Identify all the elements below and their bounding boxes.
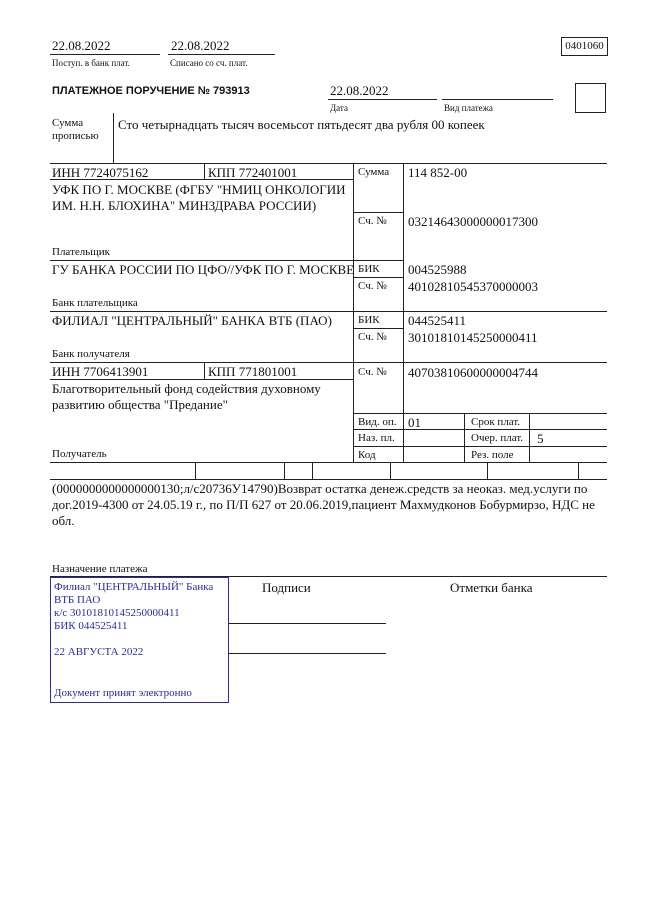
order-title: ПЛАТЕЖНОЕ ПОРУЧЕНИЕ № 793913	[52, 85, 250, 97]
payer-bank-bik-label: БИК	[358, 263, 380, 275]
payer-kpp: КПП 772401001	[208, 165, 298, 180]
received-label: Поступ. в банк плат.	[52, 58, 130, 68]
payment-type-label: Вид платежа	[444, 103, 493, 113]
stamp-date: 22 АВГУСТА 2022	[54, 646, 144, 658]
bank-marks-label: Отметки банка	[450, 580, 533, 595]
payee-bank-name: ФИЛИАЛ "ЦЕНТРАЛЬНЫЙ" БАНКА ВТБ (ПАО)	[52, 313, 332, 328]
stamp-line3: к/с 30101810145250000411	[54, 607, 180, 619]
received-date: 22.08.2022	[52, 38, 111, 53]
sum-words-divider	[113, 113, 114, 163]
sum-words-label-line2: прописью	[52, 130, 99, 142]
sum-label: Сумма	[358, 166, 390, 178]
rez-label: Рез. поле	[471, 449, 514, 461]
grid-line	[50, 479, 607, 480]
grid-line	[464, 413, 465, 462]
sum-words-label	[52, 117, 99, 143]
payer-bank-label: Банк плательщика	[52, 297, 138, 309]
grid-line	[353, 212, 403, 213]
written-off-date: 22.08.2022	[171, 38, 230, 53]
naz-label: Наз. пл.	[358, 432, 395, 444]
payee-bank-bik: 044525411	[408, 313, 467, 328]
bank-stamp	[50, 577, 229, 703]
payer-account-label: Сч. №	[358, 215, 387, 227]
stamp-line2: ВТБ ПАО	[54, 594, 101, 606]
payee-name-line2: развитию общества "Предание"	[52, 397, 228, 412]
payee-label: Получатель	[52, 448, 107, 460]
grid-line	[50, 260, 353, 261]
grid-line	[487, 462, 488, 479]
grid-line	[204, 163, 205, 179]
payer-name-line1: УФК ПО Г. МОСКВЕ (ФГБУ "НМИЦ ОНКОЛОГИИ	[52, 182, 346, 197]
grid-line	[312, 462, 313, 479]
payee-inn: ИНН 7706413901	[52, 364, 149, 379]
order-date-line	[328, 99, 437, 100]
payment-type-line	[442, 99, 553, 100]
grid-line	[50, 163, 607, 164]
grid-line	[353, 328, 403, 329]
sum-words-text: Сто четырнадцать тысяч восемьсот пятьдесят два рубля 00 копеек	[118, 117, 485, 132]
payer-status-box	[575, 83, 606, 113]
grid-line	[195, 462, 196, 479]
grid-line	[204, 362, 205, 379]
grid-line	[403, 163, 404, 462]
payer-inn: ИНН 7724075162	[52, 165, 149, 180]
ocher-label: Очер. плат.	[471, 432, 524, 444]
srok-label: Срок плат.	[471, 416, 521, 428]
payee-bank-account-label: Сч. №	[358, 331, 387, 343]
payee-bank-bik-label: БИК	[358, 314, 380, 326]
payer-bank-account: 40102810545370000003	[408, 279, 538, 294]
grid-line	[353, 429, 607, 430]
grid-line	[50, 462, 607, 463]
grid-line	[390, 462, 391, 479]
payer-bank-bik: 004525988	[408, 262, 467, 277]
written-off-date-line	[168, 54, 275, 55]
kod-label: Код	[358, 449, 376, 461]
payer-bank-account-label: Сч. №	[358, 280, 387, 292]
signatures-label: Подписи	[262, 580, 311, 595]
payee-account-label: Сч. №	[358, 366, 387, 378]
grid-line	[353, 413, 607, 414]
payer-label: Плательщик	[52, 246, 110, 258]
grid-line	[353, 446, 607, 447]
ocher-value: 5	[537, 431, 544, 446]
grid-line	[50, 362, 607, 363]
signature-line-2	[228, 653, 386, 654]
payee-bank-account: 30101810145250000411	[408, 330, 538, 345]
payer-name-line2: ИМ. Н.Н. БЛОХИНА" МИНЗДРАВА РОССИИ)	[52, 198, 317, 213]
purpose-line1: (0000000000000000130;л/с20736У14790)Возврат остатка денеж.средств за неоказ. мед.услуги по	[52, 481, 588, 496]
payee-account: 40703810600000004744	[408, 365, 538, 380]
sum-value: 114 852-00	[408, 165, 468, 180]
stamp-line4: БИК 044525411	[54, 620, 128, 632]
payer-bank-name: ГУ БАНКА РОССИИ ПО ЦФО//УФК ПО Г. МОСКВЕ	[52, 262, 355, 277]
purpose-label: Назначение платежа	[52, 563, 148, 575]
purpose-line2: дог.2019-4300 от 24.05.19 г., по П/П 627 от 20.06.2019,пациент Махмудконов Бобурмирзо, НДС не	[52, 497, 595, 512]
order-date: 22.08.2022	[330, 83, 389, 98]
payee-bank-label: Банк получателя	[52, 348, 130, 360]
vid-op-label: Вид. оп.	[358, 416, 397, 428]
payee-name-line1: Благотворительный фонд содействия духовному	[52, 381, 321, 396]
grid-line	[578, 462, 579, 479]
grid-line	[353, 277, 403, 278]
grid-line	[353, 163, 354, 462]
grid-line	[284, 462, 285, 479]
written-off-label: Списано со сч. плат.	[170, 58, 248, 68]
grid-line	[353, 260, 403, 261]
form-code: 0401060	[561, 37, 608, 56]
grid-line	[50, 311, 607, 312]
payer-account: 03214643000000017300	[408, 214, 538, 229]
received-date-line	[50, 54, 160, 55]
signature-line-1	[228, 623, 386, 624]
stamp-line1: Филиал "ЦЕНТРАЛЬНЫЙ" Банка	[54, 581, 214, 593]
stamp-note: Документ принят электронно	[54, 687, 192, 699]
sum-words-label-line1: Сумма	[52, 117, 84, 129]
payee-kpp: КПП 771801001	[208, 364, 298, 379]
grid-line	[529, 413, 530, 462]
order-date-label: Дата	[330, 103, 348, 113]
purpose-line3: обл.	[52, 513, 75, 528]
vid-op-value: 01	[408, 415, 421, 430]
